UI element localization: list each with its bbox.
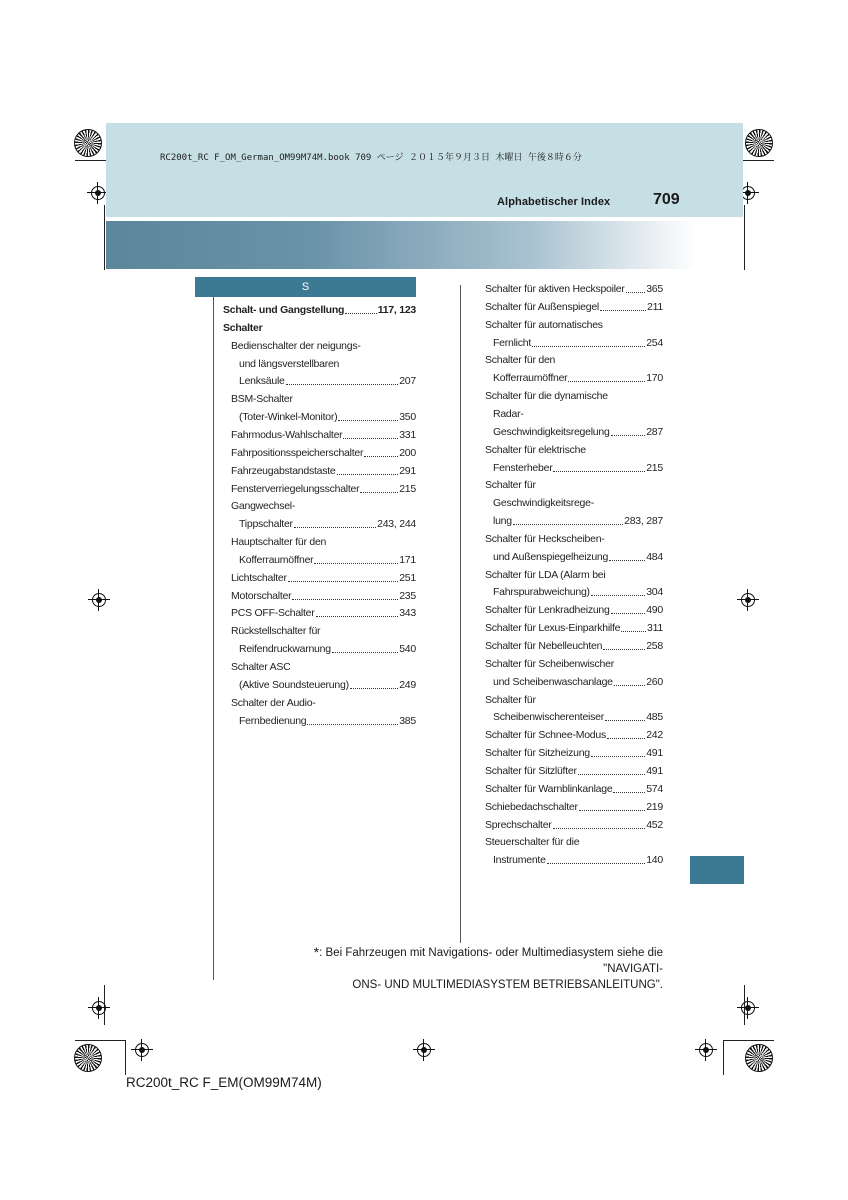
registration-mark-icon [737, 997, 759, 1019]
index-entry [485, 298, 663, 314]
index-entry-text: Schalter für elektrische [485, 443, 586, 456]
index-entry-text: Schalter für [485, 479, 536, 492]
index-entry-text: Schalter für Scheibenwischer [485, 657, 614, 670]
entry-page: 385 [399, 714, 416, 727]
entry-page: 283, 287 [624, 515, 663, 528]
index-entry-text: Schalter ASC [231, 661, 291, 673]
index-entry [239, 712, 416, 728]
entry-term: Lenksäule [239, 375, 285, 388]
dot-leader [553, 828, 646, 829]
entry-page: 215 [399, 482, 416, 495]
index-entry [493, 423, 663, 439]
dot-leader [600, 310, 646, 311]
index-entry-text: Schalter für den [485, 354, 556, 367]
dot-leader [621, 631, 646, 632]
entry-term: Tippschalter [239, 518, 293, 531]
registration-mark-icon [88, 589, 110, 611]
entry-page: 311 [647, 622, 663, 635]
entry-page: 242 [646, 729, 663, 742]
entry-term: und Außenspiegelheizung [493, 550, 609, 563]
crop-mark [744, 205, 745, 270]
dot-leader [609, 560, 645, 561]
entry-term: Schiebedachschalter [485, 800, 578, 813]
entry-page: 490 [646, 604, 663, 617]
index-entry [231, 426, 416, 442]
index-entry [493, 708, 663, 724]
entry-page: 343 [399, 607, 416, 620]
index-entry [493, 512, 663, 528]
dot-leader [607, 738, 645, 739]
footnote-line-2: ONS- UND MULTIMEDIASYSTEM BETRIEBSANLEITUNG". [352, 979, 663, 991]
entry-page: 350 [399, 411, 416, 424]
index-entry [231, 444, 416, 460]
entry-page: 170 [646, 372, 663, 385]
index-entry-text: Steuerschalter für die [485, 836, 580, 849]
crop-mark [724, 1040, 774, 1041]
dot-leader [364, 456, 398, 457]
entry-term: Fensterheber [493, 461, 553, 474]
dot-leader [591, 756, 645, 757]
dot-leader [553, 471, 645, 472]
index-entry-text: Hauptschalter für den [231, 536, 327, 549]
entry-term: Motorschalter [231, 589, 292, 602]
color-target-icon [74, 1044, 102, 1072]
dot-leader [532, 346, 645, 347]
dot-leader [614, 685, 645, 686]
entry-term: Schalter für Schnee-Modus [485, 729, 606, 742]
entry-term: (Aktive Soundsteuerung) [239, 678, 349, 691]
entry-term: Kofferraumöffner [239, 553, 314, 566]
index-entry [493, 673, 663, 689]
dot-leader [513, 524, 623, 525]
color-target-icon [745, 1044, 773, 1072]
book-file-info: RC200t_RC F_OM_German_OM99M74M.book 709 ページ ２０１５年９月３日 木曜日 午後８時６分 [160, 153, 582, 163]
entry-page: 485 [646, 711, 663, 724]
entry-term: Scheibenwischerenteiser [493, 711, 604, 724]
footnote [253, 944, 663, 993]
entry-page: 171 [399, 553, 416, 566]
dot-leader [332, 652, 398, 653]
dot-leader [603, 649, 645, 650]
entry-term: lung [493, 515, 512, 528]
index-entry [485, 601, 663, 617]
entry-term: Fernlicht [493, 336, 532, 349]
index-entry [485, 619, 663, 635]
entry-term: Schalter für Warnblinkanlage [485, 782, 613, 795]
index-entry-text: Schalter für Heckscheiben- [485, 532, 605, 545]
index-entry [231, 569, 416, 585]
index-entry-text: Geschwindigkeitsrege- [493, 497, 594, 510]
dot-leader [360, 492, 398, 493]
page-number: 709 [653, 191, 680, 208]
entry-term: Schalter für Sitzlüfter [485, 764, 577, 777]
left-margin-rule [213, 297, 214, 980]
dot-leader [611, 613, 646, 614]
index-entry [485, 780, 663, 796]
index-entry [239, 408, 416, 424]
index-entry [493, 548, 663, 564]
entry-page: 287 [646, 425, 663, 438]
index-entry [231, 480, 416, 496]
dot-leader [611, 435, 646, 436]
entry-page: 200 [399, 446, 416, 459]
index-entry [493, 459, 663, 475]
footnote-line-1: : Bei Fahrzeugen mit Navigations- oder Multimediasystem siehe die "NAVIGATI- [319, 947, 663, 975]
index-entry-text: und längsverstellbaren [239, 357, 340, 370]
registration-mark-icon [88, 997, 110, 1019]
index-entry [239, 551, 416, 567]
entry-page: 251 [399, 571, 416, 584]
index-entry-text: Gangwechsel- [231, 500, 296, 513]
dot-leader [345, 313, 377, 314]
entry-page: 331 [399, 428, 416, 441]
entry-page: 117, 123 [377, 304, 416, 316]
index-entry-text: Schalter für [485, 693, 536, 706]
crop-mark [104, 205, 105, 270]
entry-term: Fensterverriegelungsschalter [231, 482, 360, 495]
dot-leader [350, 688, 398, 689]
index-entry [485, 816, 663, 832]
header-background [106, 123, 743, 217]
index-entry [231, 587, 416, 603]
index-entry [239, 515, 416, 531]
dot-leader [613, 792, 645, 793]
index-entry [239, 676, 416, 692]
index-entry-text: Schalter für die dynamische [485, 390, 608, 403]
entry-term: Fahrspurabweichung) [493, 586, 590, 599]
entry-page: 452 [646, 818, 663, 831]
index-entry-text: Schalter der Audio- [231, 696, 316, 709]
crop-mark [125, 1040, 126, 1075]
index-entry-text: Bedienschalter der neigungs- [231, 339, 361, 352]
index-entry [485, 726, 663, 742]
dot-leader [547, 863, 646, 864]
entry-term: Schalter für Nebelleuchten [485, 640, 603, 652]
index-entry [223, 301, 416, 317]
entry-page: 215 [646, 461, 663, 474]
index-entry-text: Radar- [493, 407, 524, 420]
dot-leader [316, 616, 399, 617]
dot-leader [338, 420, 398, 421]
entry-term: Lichtschalter [231, 571, 287, 584]
index-entry [485, 637, 663, 653]
entry-term: Schalt- und Gangstellung [223, 304, 345, 316]
registration-mark-icon [695, 1039, 717, 1061]
index-entry [485, 280, 663, 296]
entry-term: Sprechschalter [485, 818, 552, 831]
index-entry-text: Schalter für LDA (Alarm bei [485, 568, 606, 581]
dot-leader [579, 810, 645, 811]
entry-page: 484 [646, 550, 663, 563]
dot-leader [605, 720, 645, 721]
dot-leader [337, 474, 399, 475]
dot-leader [288, 581, 399, 582]
index-entry [239, 372, 416, 388]
entry-page: 291 [399, 464, 416, 477]
entry-page: 219 [646, 800, 663, 813]
entry-term: Fernbedienung [239, 714, 307, 727]
dot-leader [307, 724, 398, 725]
entry-page: 491 [646, 747, 663, 760]
index-entry-text: Schalter für automatisches [485, 318, 603, 331]
index-entry [485, 798, 663, 814]
crop-mark [723, 1040, 724, 1075]
entry-page: 540 [399, 643, 416, 656]
registration-mark-icon [413, 1039, 435, 1061]
entry-term: Geschwindigkeitsregelung [493, 425, 610, 438]
crop-mark [75, 1040, 125, 1041]
entry-term: Schalter für aktiven Heckspoiler [485, 283, 625, 295]
entry-page: 254 [646, 336, 663, 349]
entry-term: und Scheibenwaschanlage [493, 675, 613, 688]
section-letter-tab: S [195, 277, 416, 297]
entry-page: 211 [647, 300, 663, 313]
entry-page: 491 [646, 764, 663, 777]
dot-leader [591, 595, 645, 596]
index-entry [493, 334, 663, 350]
index-entry [485, 762, 663, 778]
registration-mark-icon [131, 1039, 153, 1061]
index-entry-text: Rückstellschalter für [231, 625, 321, 638]
footnote-marker: * [313, 944, 320, 960]
entry-page: 304 [646, 586, 663, 599]
entry-term: Schalter für Lenkradheizung [485, 604, 610, 617]
entry-page: 243, 244 [377, 518, 416, 531]
index-entry [239, 640, 416, 656]
entry-page: 260 [646, 675, 663, 688]
dot-leader [314, 563, 398, 564]
entry-page: 140 [646, 854, 663, 867]
section-title: Alphabetischer Index [497, 196, 611, 208]
index-entry [231, 604, 416, 620]
entry-page: 249 [399, 678, 416, 691]
entry-term: PCS OFF-Schalter [231, 607, 315, 620]
index-entry-text: BSM-Schalter [231, 393, 293, 406]
dot-leader [626, 292, 646, 293]
dot-leader [286, 384, 399, 385]
entry-page: 574 [646, 782, 663, 795]
document-code: RC200t_RC F_EM(OM99M74M) [126, 1075, 322, 1090]
registration-mark-icon [737, 589, 759, 611]
chapter-side-tab [690, 856, 744, 884]
index-entry [493, 583, 663, 599]
dot-leader [343, 438, 398, 439]
index-entry [493, 369, 663, 385]
entry-term: Schalter für Sitzheizung [485, 747, 590, 760]
entry-term: Kofferraumöffner [493, 372, 568, 385]
dot-leader [568, 381, 645, 382]
color-target-icon [745, 129, 773, 157]
entry-term: Fahrmodus-Wahlschalter [231, 428, 343, 441]
entry-page: 365 [646, 283, 663, 295]
dot-leader [292, 599, 398, 600]
entry-term: Schalter für Außenspiegel [485, 300, 599, 313]
index-entry [485, 744, 663, 760]
entry-term: Instrumente [493, 854, 546, 867]
entry-page: 207 [399, 375, 416, 388]
entry-term: (Toter-Winkel-Monitor) [239, 411, 338, 424]
entry-term: Fahrzeugabstandstaste [231, 464, 336, 477]
entry-term: Schalter für Lexus-Einparkhilfe [485, 622, 621, 635]
dot-leader [578, 774, 646, 775]
entry-page: 235 [399, 589, 416, 602]
color-target-icon [74, 129, 102, 157]
index-entry-text: Schalter [223, 321, 263, 334]
entry-term: Fahrpositionsspeicherschalter [231, 446, 364, 459]
index-entry [493, 851, 663, 867]
header-band [106, 221, 696, 269]
dot-leader [294, 527, 376, 528]
entry-term: Reifendruckwarnung [239, 643, 331, 656]
column-divider [460, 285, 461, 943]
index-entry [231, 462, 416, 478]
entry-page: 258 [646, 640, 663, 652]
